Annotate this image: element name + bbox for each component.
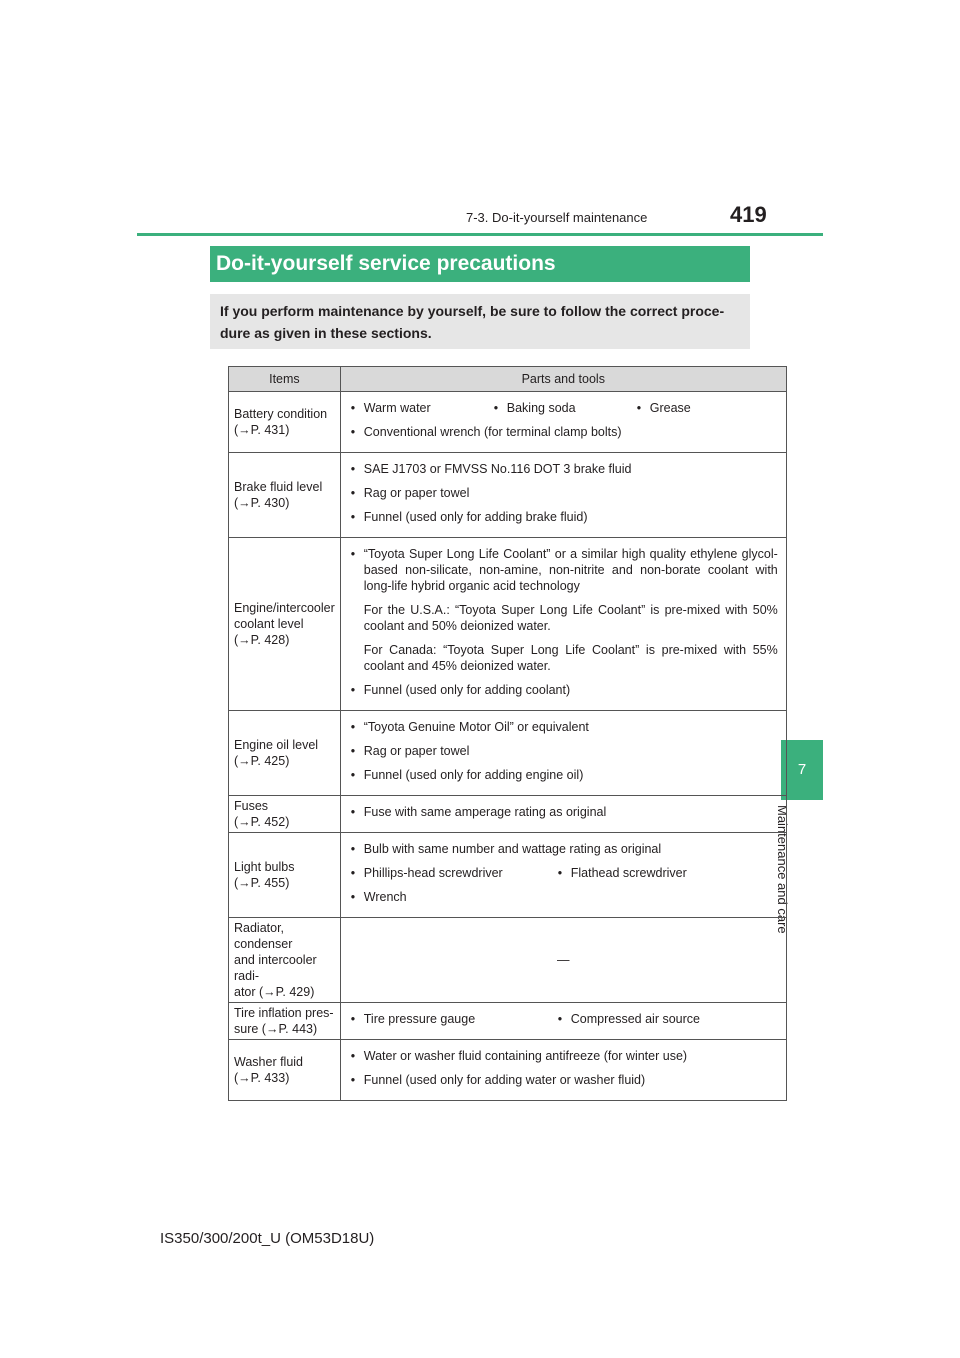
- item-cell: [229, 1040, 341, 1101]
- item-cell: [229, 918, 341, 1003]
- item-cell: [229, 796, 341, 833]
- parts-list-item: • Rag or paper towel: [349, 485, 778, 501]
- parts-list-item: • Rag or paper towel: [349, 743, 778, 759]
- parts-cell: [340, 833, 786, 918]
- table-row: [229, 538, 787, 711]
- service-table: [228, 366, 787, 1101]
- parts-list: [349, 461, 778, 525]
- parts-inline-item: • Grease: [635, 400, 778, 416]
- section-header: 7-3. Do-it-yourself maintenance: [466, 210, 648, 225]
- parts-cell: [340, 796, 786, 833]
- item-line: (→P. 428): [234, 633, 290, 647]
- table-body: [229, 392, 787, 1101]
- parts-list-item: • Funnel (used only for adding coolant): [349, 682, 778, 698]
- page-number: 419: [730, 202, 767, 227]
- parts-list: [349, 1011, 778, 1027]
- header-rule: [137, 233, 823, 236]
- parts-list: [349, 1048, 778, 1088]
- parts-cell: —: [340, 918, 786, 1003]
- parts-list: [349, 841, 778, 905]
- item-line: Fuses: [234, 799, 269, 813]
- item-line: Brake fluid level: [234, 480, 323, 494]
- table-row: [229, 1040, 787, 1101]
- table-row: [229, 918, 787, 1003]
- parts-cell: [340, 1003, 786, 1040]
- parts-list-item: • Wrench: [349, 889, 778, 905]
- header-parts: Parts and tools: [340, 367, 786, 392]
- item-line: (→P. 430): [234, 496, 290, 510]
- item-line: ator (→P. 429): [234, 985, 315, 999]
- item-line: Radiator, condenser: [234, 921, 293, 951]
- item-line: Battery condition: [234, 407, 328, 421]
- parts-list-item: • “Toyota Super Long Life Coolant” or a similar high quality ethylene glycol-based non-silicate, non-amine, non-nitrite and non-borate coolant with long-life hybrid organic acid technology: [349, 546, 778, 594]
- parts-inline-item: • Tire pressure gauge: [349, 1011, 556, 1027]
- item-cell: [229, 833, 341, 918]
- parts-list-item: • Fuse with same amperage rating as original: [349, 804, 778, 820]
- item-cell: [229, 1003, 341, 1040]
- table-row: [229, 453, 787, 538]
- chapter-tab[interactable]: 7: [781, 740, 823, 800]
- item-cell: [229, 538, 341, 711]
- intro-text: If you perform maintenance by yourself, be sure to follow the correct proce- dure as given in these sections.: [210, 294, 750, 349]
- item-cell: [229, 711, 341, 796]
- item-line: and intercooler radi-: [234, 953, 317, 983]
- table-row: [229, 796, 787, 833]
- item-line: (→P. 452): [234, 815, 290, 829]
- item-line: coolant level: [234, 617, 304, 631]
- chapter-label: Maintenance and care: [775, 805, 790, 934]
- item-cell: [229, 453, 341, 538]
- parts-list-item: • Conventional wrench (for terminal clamp bolts): [349, 424, 778, 440]
- table-header-row: [229, 367, 787, 392]
- parts-list-item: [349, 400, 778, 416]
- parts-cell: [340, 538, 786, 711]
- section-title: Do-it-yourself service precautions: [210, 246, 750, 282]
- item-line: Tire inflation pres-: [234, 1006, 334, 1020]
- parts-list-item: • Water or washer fluid containing antifreeze (for winter use): [349, 1048, 778, 1064]
- item-line: Engine oil level: [234, 738, 319, 752]
- parts-list-item: For the U.S.A.: “Toyota Super Long Life Coolant” is pre-mixed with 50% coolant and 50% deionized water.: [363, 603, 778, 633]
- parts-list: [349, 546, 778, 698]
- parts-inline-item: • Warm water: [349, 400, 492, 416]
- item-line: (→P. 455): [234, 876, 290, 890]
- item-line: Washer fluid: [234, 1055, 304, 1069]
- parts-cell: [340, 711, 786, 796]
- parts-list-item: • “Toyota Genuine Motor Oil” or equivalent: [349, 719, 778, 735]
- item-line: (→P. 431): [234, 423, 290, 437]
- table-row: [229, 711, 787, 796]
- parts-inline-item: • Phillips-head screwdriver: [349, 865, 556, 881]
- parts-list-item: • SAE J1703 or FMVSS No.116 DOT 3 brake fluid: [349, 461, 778, 477]
- parts-list: [349, 719, 778, 783]
- parts-inline-item: • Flathead screwdriver: [556, 865, 763, 881]
- parts-list: [349, 804, 778, 820]
- parts-list-item: For Canada: “Toyota Super Long Life Coolant” is pre-mixed with 55% coolant and 45% deionized water.: [363, 643, 778, 673]
- table-row: [229, 392, 787, 453]
- parts-list-item: • Bulb with same number and wattage rating as original: [349, 841, 778, 857]
- table-row: [229, 1003, 787, 1040]
- item-line: (→P. 425): [234, 754, 290, 768]
- model-footer: IS350/300/200t_U (OM53D18U): [160, 1230, 375, 1247]
- header-items: Items: [229, 367, 341, 392]
- parts-list-item: • Funnel (used only for adding water or washer fluid): [349, 1072, 778, 1088]
- item-line: Engine/intercooler: [234, 601, 335, 615]
- item-line: Light bulbs: [234, 860, 295, 874]
- item-line: sure (→P. 443): [234, 1022, 318, 1036]
- parts-list-item: [349, 1011, 778, 1027]
- table-row: [229, 833, 787, 918]
- parts-list-item: • Funnel (used only for adding engine oil): [349, 767, 778, 783]
- parts-cell: [340, 1040, 786, 1101]
- parts-list-item: • Funnel (used only for adding brake fluid): [349, 509, 778, 525]
- parts-list: [349, 400, 778, 440]
- parts-inline-item: • Baking soda: [492, 400, 635, 416]
- parts-cell: [340, 392, 786, 453]
- item-cell: [229, 392, 341, 453]
- parts-inline-item: • Compressed air source: [556, 1011, 763, 1027]
- parts-cell: [340, 453, 786, 538]
- item-line: (→P. 433): [234, 1071, 290, 1085]
- parts-list-item: [349, 865, 778, 881]
